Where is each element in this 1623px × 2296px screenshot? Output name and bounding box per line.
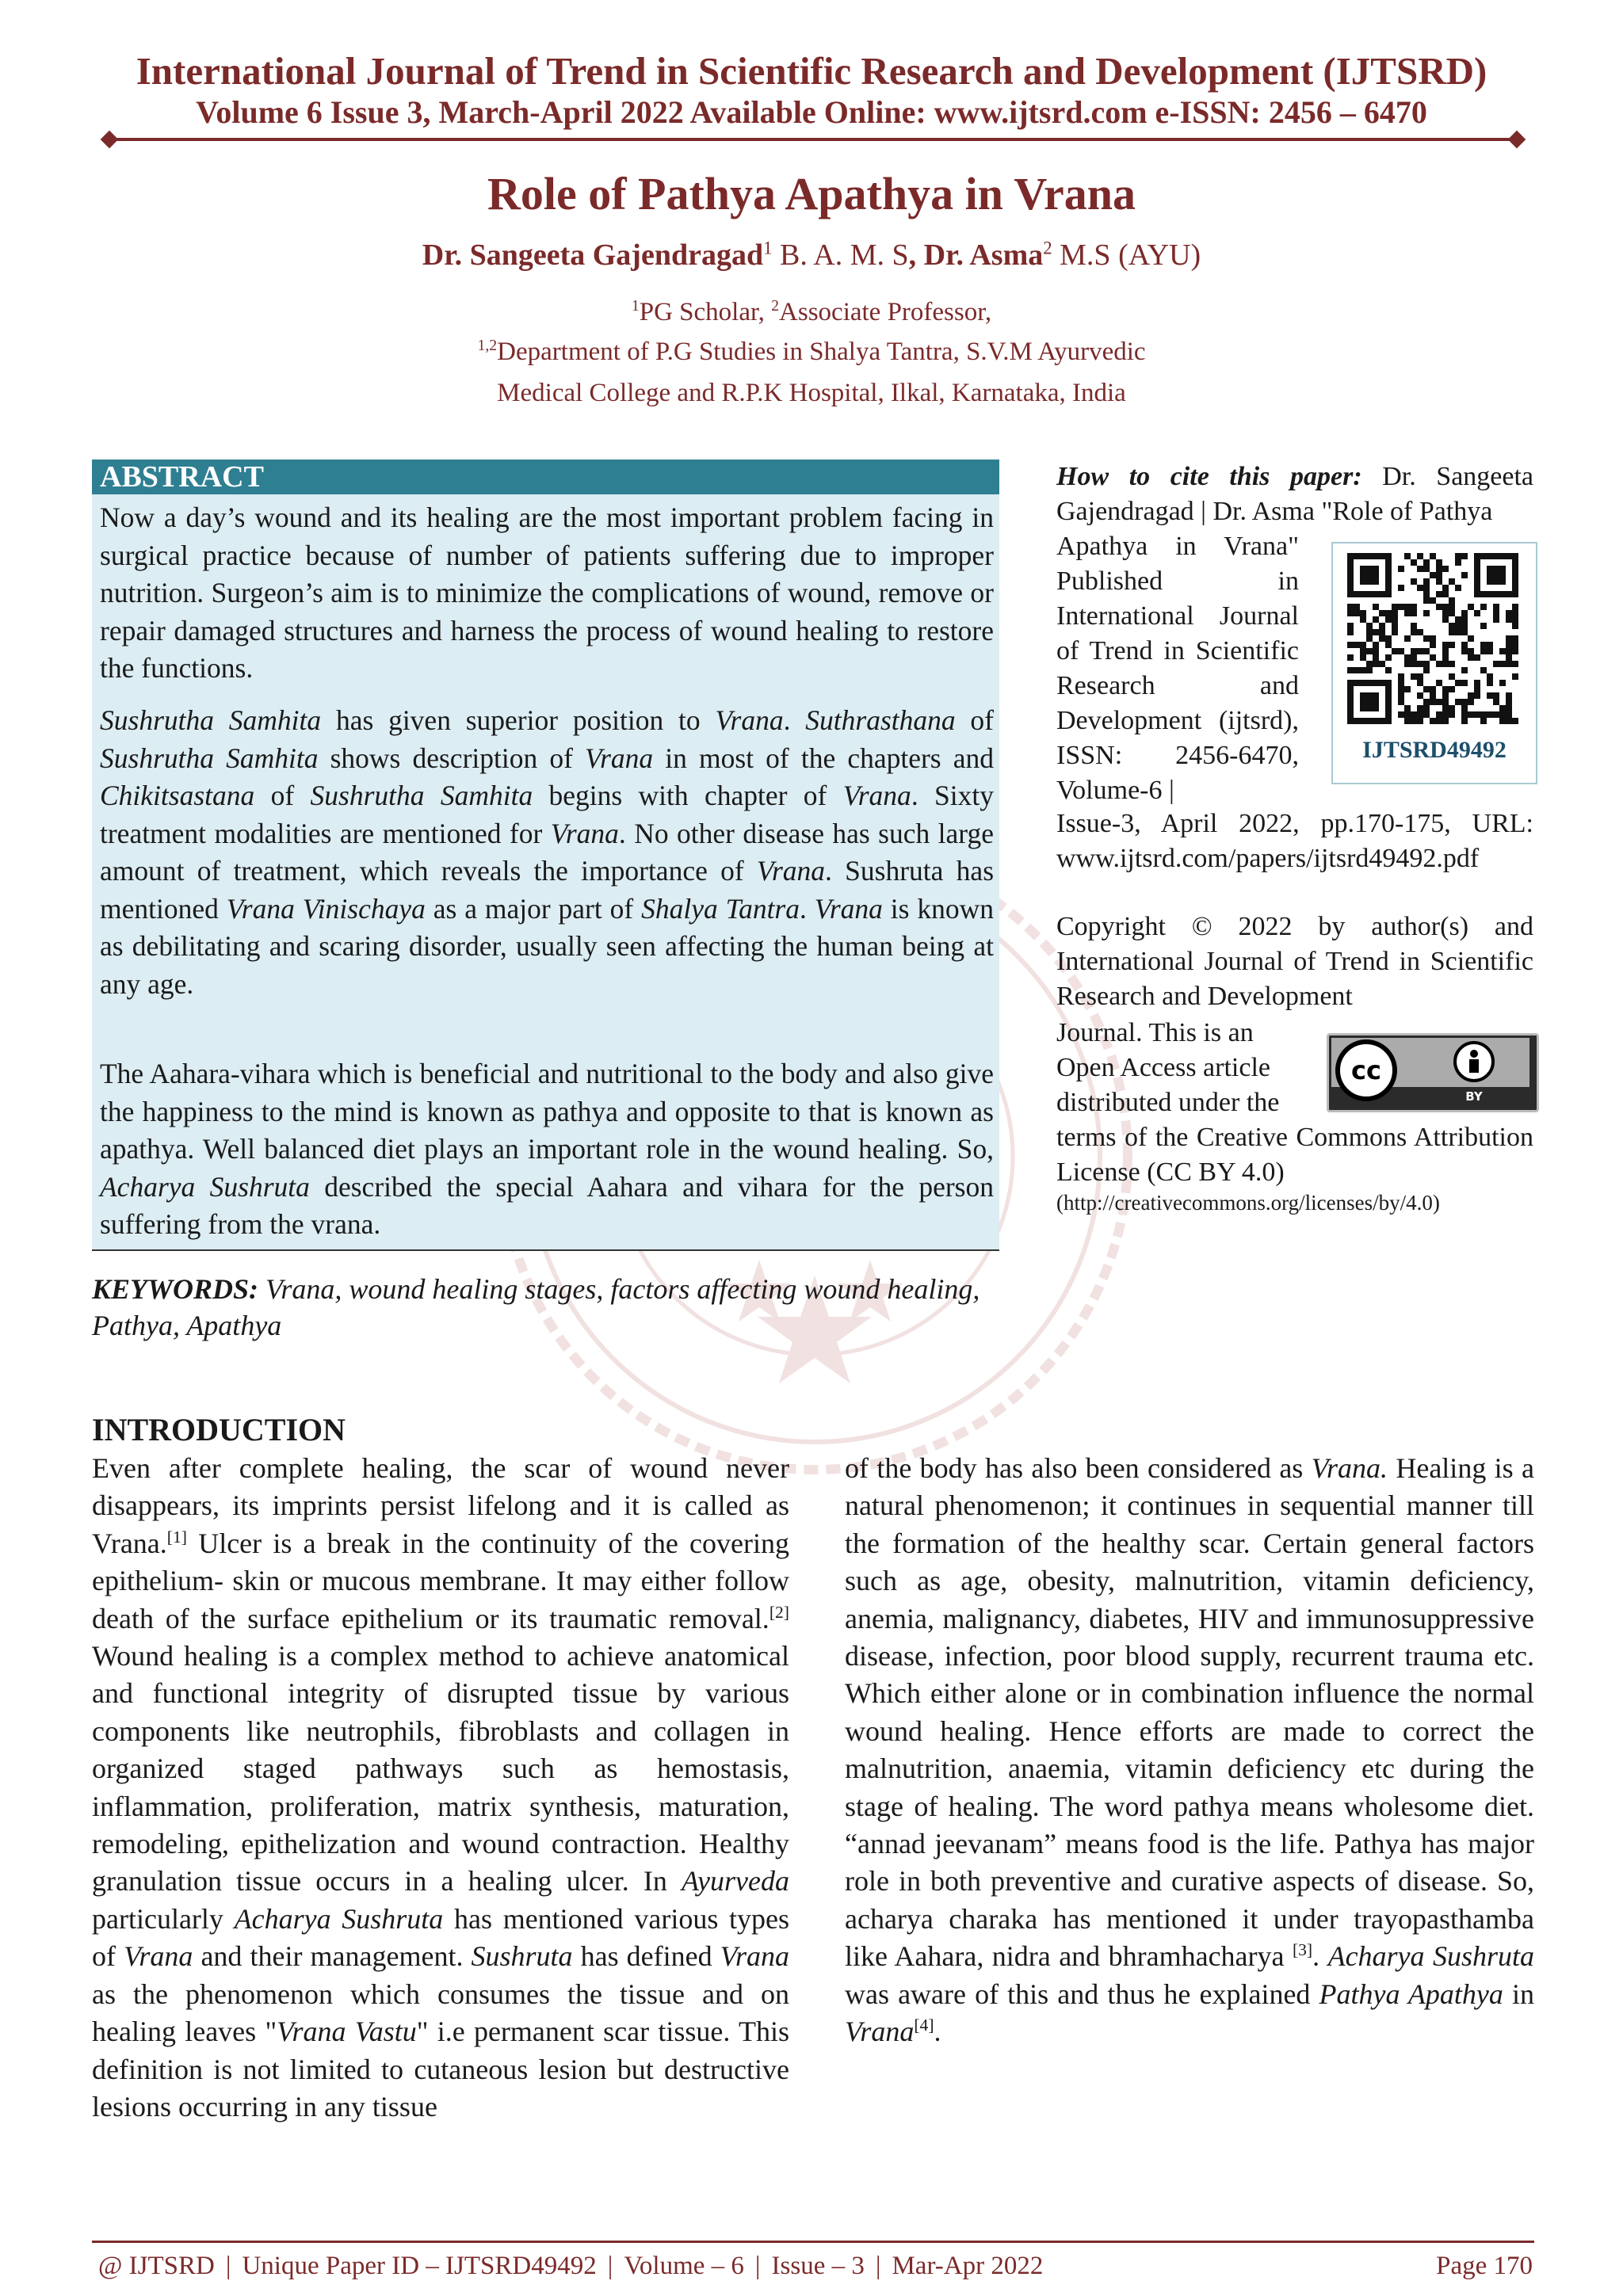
abstract-heading bbox=[92, 460, 999, 494]
abs-term: Vrana bbox=[715, 704, 784, 736]
abs-text: described the special Aahara and vihara for the person suffering from the vrana. bbox=[100, 1170, 994, 1240]
affil-dept-text: Department of P.G Studies in Shalya Tantra, S.V.M Ayurvedic bbox=[497, 338, 1146, 366]
cc-text: cc bbox=[1351, 1055, 1381, 1085]
license-url-link[interactable]: (http://creativecommons.org/licenses/by/4.0) bbox=[1056, 1191, 1440, 1215]
abstract-paragraph-3 bbox=[100, 1055, 994, 1244]
author-2-degree: M.S (AYU) bbox=[1052, 238, 1201, 272]
affil-sup-12: 1,2 bbox=[477, 337, 498, 354]
abs-text: . No other disease has such large amount of treatment, which reveals the importance of bbox=[100, 817, 994, 887]
introduction-heading: INTRODUCTION bbox=[92, 1412, 346, 1447]
intro-text: was aware of this and thus he explained bbox=[845, 1978, 1319, 2010]
affiliation-department bbox=[0, 336, 1623, 368]
footer-issue: Issue – 3 bbox=[771, 2252, 865, 2280]
author-2-sup: 2 bbox=[1043, 238, 1052, 258]
qr-code-label: IJTSRD49492 bbox=[1362, 737, 1507, 763]
keywords-label: KEYWORDS: bbox=[92, 1273, 259, 1305]
footer-separator: | bbox=[607, 2252, 613, 2280]
abs-text: The Aahara-vihara which is beneficial and nutritional to the body and also give the happiness to the mind is known as pathya and opposite to that is known as apathya. Well balanced diet plays an important role in the wound healing. So, bbox=[100, 1058, 994, 1165]
abs-text: . Sixty treatment modalities are mentioned for bbox=[100, 780, 994, 849]
intro-term: Sushruta bbox=[471, 1940, 573, 1973]
footer-site: @ IJTSRD bbox=[98, 2252, 215, 2280]
citation-ref[interactable]: [3] bbox=[1292, 1940, 1313, 1960]
intro-term: Vrana bbox=[124, 1940, 193, 1973]
abs-term: Vrana bbox=[814, 892, 883, 925]
intro-text: . bbox=[934, 2016, 941, 2048]
keywords bbox=[92, 1271, 1003, 1344]
abs-term: Vrana bbox=[585, 742, 654, 774]
abs-text: of bbox=[955, 704, 994, 736]
footer-separator: | bbox=[225, 2252, 231, 2280]
intro-term: Vrana bbox=[720, 1940, 789, 1973]
abs-text: . bbox=[783, 704, 806, 736]
abs-text: is known as debilitating and scaring disorder, usually seen affecting the human being at any age. bbox=[100, 892, 994, 1000]
abs-term: Sushrutha Samhita bbox=[310, 780, 533, 811]
citation-ref[interactable]: [4] bbox=[914, 2016, 934, 2035]
affil-sup-1: 1 bbox=[631, 297, 640, 315]
intro-text: of the body has also been considered as bbox=[845, 1452, 1312, 1484]
copyright-body: Journal. This is an Open Access article distributed under the bbox=[1056, 1018, 1280, 1117]
author-2-name: Dr. Asma bbox=[923, 238, 1044, 272]
abs-text: has given superior position to bbox=[321, 704, 716, 736]
copyright-lead: Copyright © 2022 by author(s) and International Journal of Trend in Scientific Research and Development bbox=[1056, 912, 1533, 1011]
abs-term: Suthrasthana bbox=[805, 704, 956, 736]
intro-term: Ayurveda bbox=[682, 1865, 789, 1897]
footer-paper-id: Unique Paper ID – IJTSRD49492 bbox=[242, 2252, 597, 2280]
intro-term: Vrana bbox=[845, 2016, 915, 2048]
affiliation-roles bbox=[0, 296, 1623, 328]
divider-diamond-left bbox=[101, 131, 119, 149]
cc-by-license-icon bbox=[1327, 1033, 1534, 1108]
abstract-heading-text: ABSTRACT bbox=[100, 460, 264, 494]
author-1-name: Dr. Sangeeta Gajendragad bbox=[422, 238, 764, 272]
intro-text: as the phenomenon which consumes the tissue and on healing leaves " bbox=[92, 1978, 789, 2048]
cite-lead bbox=[1056, 460, 1533, 529]
intro-text: has defined bbox=[572, 1940, 720, 1973]
copyright-license: terms of the Creative Commons Attribution License (CC BY 4.0) bbox=[1056, 1123, 1533, 1187]
citation-ref[interactable]: [2] bbox=[769, 1602, 789, 1622]
abs-term: Vrana Vinischaya bbox=[226, 892, 426, 925]
abs-term: Vrana bbox=[550, 817, 619, 849]
divider-diamond-right bbox=[1508, 131, 1526, 149]
affil-role-1: PG Scholar, bbox=[639, 298, 772, 326]
intro-term: Vrana. bbox=[1311, 1452, 1388, 1484]
author-1-sup: 1 bbox=[763, 238, 773, 258]
intro-term: Acharya Sushruta bbox=[234, 1902, 444, 1935]
abs-term: Vrana bbox=[756, 855, 826, 887]
affil-role-2: Associate Professor, bbox=[779, 298, 992, 326]
footer-divider bbox=[92, 2241, 1534, 2243]
intro-text: Ulcer is a break in the continuity of the covering epithelium- skin or mucous membrane. It may either follow death of the surface epithelium or its traumatic removal. bbox=[92, 1527, 789, 1634]
author-separator: , bbox=[908, 238, 924, 272]
abs-term: Acharya Sushruta bbox=[100, 1170, 310, 1203]
cite-colon: : bbox=[1353, 462, 1362, 491]
abs-text: shows description of bbox=[318, 742, 586, 774]
qr-code-icon[interactable] bbox=[1347, 553, 1518, 724]
intro-text: in bbox=[1503, 1978, 1534, 2010]
page-footer bbox=[98, 2248, 1533, 2283]
abs-text: as a major part of bbox=[425, 892, 642, 925]
paper-title: Role of Pathya Apathya in Vrana bbox=[487, 168, 1136, 219]
abs-text: . bbox=[800, 892, 815, 925]
intro-text: has mentioned various types of bbox=[92, 1902, 790, 1973]
cite-body: Apathya in Vrana" Published in International Journal of Trend in Scientific Research and Development (ijtsrd), ISSN: 2456-6470, Volume-6 | bbox=[1056, 532, 1299, 805]
abstract-bottom-rule bbox=[92, 1249, 999, 1251]
affil-sup-2: 2 bbox=[771, 297, 780, 315]
abs-term: Vrana bbox=[842, 780, 911, 811]
footer-separator: | bbox=[754, 2252, 761, 2280]
journal-title: International Journal of Trend in Scientific Research and Development (IJTSRD) bbox=[136, 49, 1487, 93]
footer-date: Mar-Apr 2022 bbox=[892, 2252, 1044, 2280]
keywords-text: Vrana, wound healing stages, factors affecting wound healing, Pathya, Apathya bbox=[92, 1273, 980, 1341]
author-line bbox=[0, 236, 1623, 274]
footer-volume: Volume – 6 bbox=[624, 2252, 744, 2280]
citation-ref[interactable]: [1] bbox=[166, 1527, 187, 1547]
intro-term: Vrana Vastu bbox=[277, 2016, 417, 2048]
by-text: BY bbox=[1465, 1089, 1483, 1104]
footer-separator: | bbox=[875, 2252, 881, 2280]
journal-issue-line: Volume 6 Issue 3, March-April 2022 Available Online: www.ijtsrd.com e-ISSN: 2456 – 6470 bbox=[196, 94, 1427, 130]
intro-term: Pathya Apathya bbox=[1319, 1978, 1503, 2010]
cite-label: How to cite this paper bbox=[1056, 462, 1354, 491]
introduction-column-left bbox=[92, 1450, 789, 2126]
introduction-column-right bbox=[845, 1450, 1534, 2051]
header-divider bbox=[111, 138, 1518, 141]
abs-text: . Sushruta has mentioned bbox=[100, 855, 995, 925]
abs-text: begins with chapter of bbox=[533, 780, 843, 811]
intro-text: Even after complete healing, the scar of wound never disappears, its imprints persist lifelong and it is called as Vrana. bbox=[92, 1452, 789, 1559]
footer-page-number: Page 170 bbox=[1436, 2252, 1533, 2280]
abs-term: Sushrutha Samhita bbox=[100, 704, 322, 736]
intro-text: . bbox=[1312, 1940, 1328, 1973]
affiliation-college: Medical College and R.P.K Hospital, Ilkal, Karnataka, India bbox=[497, 379, 1126, 407]
abs-text: in most of the chapters and bbox=[653, 742, 995, 774]
intro-text: particularly bbox=[92, 1902, 235, 1935]
abs-text: of bbox=[254, 780, 311, 811]
intro-text: " i.e permanent scar tissue. This definition is not limited to cutaneous lesion but destructive lesions occurring in any tissue bbox=[92, 2016, 789, 2122]
cite-url[interactable]: Issue-3, April 2022, pp.170-175, URL: www.ijtsrd.com/papers/ijtsrd49492.pdf bbox=[1056, 809, 1533, 873]
abs-term: Chikitsastana bbox=[100, 780, 255, 811]
intro-term: Acharya Sushruta bbox=[1327, 1940, 1534, 1973]
intro-text: and their management. bbox=[193, 1940, 472, 1973]
cite-lead-text: Dr. Sangeeta Gajendragad | Dr. Asma "Role of Pathya bbox=[1056, 462, 1534, 526]
abs-term: Shalya Tantra bbox=[641, 892, 800, 925]
intro-text: Healing is a natural phenomenon; it continues in sequential manner till the formation of the healthy scar. Certain general factors such as age, obesity, malnutrition, vitamin deficiency, anemia, malignancy, diabetes, HIV and immunosuppressive disease, infection, poor blood supply, recurrent trauma etc. Which either alone or in combination influence the normal wound healing. Hence efforts are made to correct the malnutrition, anaemia, vitamin deficiency etc during the stage of healing. The word pathya means wholesome diet. “annad jeevanam” means food is the life. Pathya has major role in both preventive and curative aspects of disease. So, acharya charaka has mentioned it under trayopasthamba like Aahara, nidra and bhramhacharya bbox=[845, 1452, 1535, 1973]
author-1-degree: B. A. M. S bbox=[772, 238, 909, 272]
abstract-paragraph-2 bbox=[100, 702, 994, 1003]
abstract-paragraph-1: Now a day’s wound and its healing are the most important problem facing in surgical practice because of number of patients suffering due to improper nutrition. Surgeon’s aim is to minimize the complications of wound, remove or repair damaged structures and harness the process of wound healing to restore the functions. bbox=[100, 502, 994, 684]
intro-text: Wound healing is a complex method to achieve anatomical and functional integrity of disrupted tissue by various components like neutrophils, fibroblasts and collagen in organized staged pathways such as hemostasis, inflammation, proliferation, matrix synthesis, maturation, remodeling, epithelization and wound contraction. Healthy granulation tissue occurs in a healing ulcer. In bbox=[92, 1640, 789, 1897]
abs-term: Sushrutha Samhita bbox=[100, 742, 319, 774]
